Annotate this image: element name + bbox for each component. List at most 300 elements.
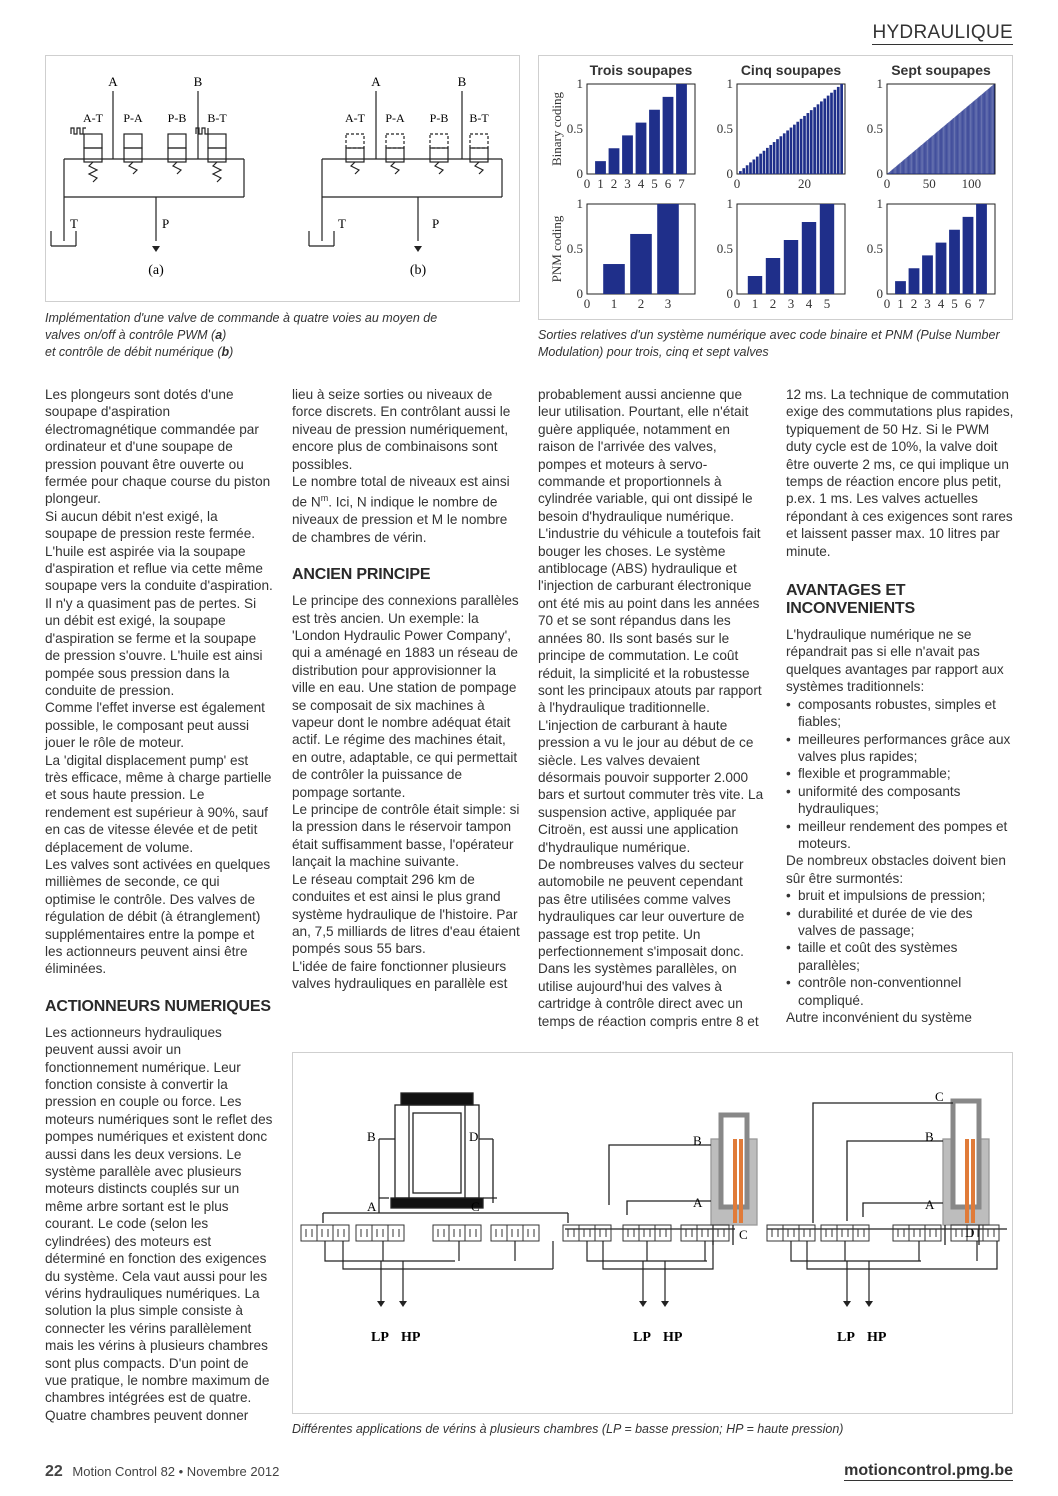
chart-bar bbox=[925, 141, 926, 174]
chart-x-tick: 1 bbox=[897, 296, 904, 311]
panel3-label-A: A bbox=[925, 1197, 935, 1212]
col1-paragraph-5: La 'digital displacement pump' est très efficace, même à charge partielle et sous haute pression. Le rendement est supérieur à 90%, sauf en cas de vitesse élevée et de petit déplacement de volume. bbox=[45, 752, 272, 855]
chart-bar bbox=[974, 101, 975, 174]
chart-bar bbox=[951, 120, 952, 174]
chart-y-tick: 1 bbox=[876, 196, 883, 211]
chart-bar bbox=[923, 144, 924, 174]
chart-bar bbox=[892, 170, 893, 174]
chart-y-tick: 0 bbox=[726, 286, 733, 301]
chart-bar bbox=[739, 171, 742, 174]
chart-bar bbox=[759, 154, 762, 174]
panel3-label-HP: HP bbox=[867, 1330, 887, 1345]
chart-bar bbox=[663, 97, 674, 174]
chart-bar bbox=[948, 122, 949, 174]
figure2-caption-line2: Modulation) pour trois, cinq et sept valves bbox=[538, 345, 769, 359]
chart-bar bbox=[963, 217, 974, 294]
chart-bar bbox=[813, 107, 816, 174]
chart-bar bbox=[920, 146, 921, 174]
chart-bar bbox=[963, 110, 964, 174]
chart-bar bbox=[753, 159, 756, 174]
chart-y-tick: 0.5 bbox=[866, 121, 883, 136]
website-link[interactable]: motioncontrol.pmg.be bbox=[844, 1462, 1013, 1479]
section-label: HYDRAULIQUE bbox=[872, 22, 1013, 43]
schematic-a-label-P: P bbox=[162, 216, 170, 231]
chart-bar bbox=[928, 139, 929, 174]
chart-y-tick: 0 bbox=[576, 286, 583, 301]
page-number: 22 bbox=[45, 1463, 63, 1480]
chart-bar bbox=[974, 100, 975, 174]
chart-bar bbox=[746, 165, 749, 174]
chart-x-tick: 6 bbox=[964, 296, 972, 311]
chart-bar bbox=[913, 152, 914, 174]
col4-paragraph-2: L'hydraulique numérique ne se répandrait pas si elle n'avait pas quelques avantages par rapport aux systèmes traditionnels: bbox=[786, 627, 1004, 695]
chart-bar bbox=[988, 89, 989, 174]
chart-bar bbox=[993, 85, 994, 174]
chart-y-tick: 0 bbox=[876, 166, 883, 181]
figure1-caption-line2: valves on/off à contrôle PWM (a) bbox=[45, 328, 227, 342]
chart-bar bbox=[975, 100, 976, 174]
chart-x-tick: 4 bbox=[805, 296, 813, 311]
panel2-label-B: B bbox=[693, 1133, 702, 1148]
chart-bar bbox=[919, 147, 920, 174]
chart-bar bbox=[889, 172, 890, 174]
panel3-label-D: D bbox=[965, 1225, 975, 1240]
chart-bar bbox=[909, 268, 920, 294]
chart-bar bbox=[636, 123, 647, 174]
chart-bar bbox=[942, 127, 943, 174]
col2-paragraph-2: Le nombre total de niveaux est ainsi de $N^m$. Ici, N indique le nombre de niveaux de pression et M le nombre de chambres de vérin. bbox=[292, 474, 510, 545]
schematic-b-valve-AT: A-T bbox=[345, 111, 365, 125]
chart-bar bbox=[958, 114, 959, 174]
chart-bar bbox=[970, 104, 971, 174]
figure1-caption bbox=[45, 310, 525, 361]
chart-bar bbox=[916, 149, 917, 174]
col4-advantages-list bbox=[786, 696, 1014, 853]
chart-bar bbox=[890, 171, 891, 174]
chart-bar bbox=[980, 95, 981, 174]
chart-bar bbox=[952, 119, 953, 174]
panel3-label-B: B bbox=[925, 1129, 934, 1144]
chart-bar bbox=[987, 90, 988, 174]
chart-bar bbox=[981, 95, 982, 174]
chart-bar bbox=[950, 121, 951, 174]
col4-paragraph-3: De nombreux obstacles doivent bien sûr être surmontés: bbox=[786, 853, 1006, 886]
chart-bar bbox=[897, 165, 898, 174]
chart-x-tick: 1 bbox=[597, 176, 604, 191]
chart-bar bbox=[990, 88, 991, 174]
schematic-b-label-T: T bbox=[338, 216, 346, 231]
chart-x-tick: 0 bbox=[883, 296, 891, 311]
chart-bar bbox=[926, 141, 927, 174]
chart-bar bbox=[748, 276, 762, 294]
chart-bar bbox=[803, 116, 806, 174]
chart-x-tick: 1 bbox=[751, 296, 759, 311]
chart-bar bbox=[769, 145, 772, 174]
chart-bar bbox=[609, 148, 620, 174]
panel1-label-A: A bbox=[367, 1199, 377, 1214]
chart-x-tick: 0 bbox=[583, 296, 591, 311]
chart-y-tick: 1 bbox=[726, 196, 733, 211]
schematic-b-label-P: P bbox=[432, 216, 440, 231]
chart-bar bbox=[976, 99, 977, 174]
chart-bar bbox=[954, 117, 955, 174]
chart-bar bbox=[834, 90, 837, 174]
chart-bar bbox=[823, 99, 826, 174]
chart-bar bbox=[896, 166, 897, 174]
chart-bar bbox=[952, 119, 953, 174]
chart-y-tick: 0 bbox=[726, 166, 733, 181]
chart-bar bbox=[776, 139, 779, 174]
chart-x-tick: 5 bbox=[823, 296, 831, 311]
chart-bar bbox=[953, 118, 954, 174]
chart-bar bbox=[910, 154, 911, 174]
chart-bar bbox=[960, 112, 961, 174]
chart-x-tick: 3 bbox=[924, 296, 931, 311]
chart-y-tick: 0.5 bbox=[566, 241, 583, 256]
cylinder-panel-3 bbox=[767, 1101, 1007, 1245]
chart-bar bbox=[898, 165, 899, 174]
figure-coding-charts bbox=[538, 55, 1013, 320]
chart-bar bbox=[977, 98, 978, 174]
chart-panel bbox=[567, 76, 695, 191]
list-item: • uniformité des composants hydrauliques; bbox=[786, 783, 1014, 818]
chart-bar bbox=[973, 102, 974, 174]
chart-bar bbox=[676, 84, 687, 174]
panel2-label-LP: LP bbox=[633, 1330, 651, 1345]
chart-bar bbox=[840, 84, 843, 174]
chart-bar bbox=[961, 112, 962, 174]
chart-bar bbox=[908, 156, 909, 174]
chart-x-tick: 2 bbox=[910, 296, 918, 311]
col3-paragraph-1: probablement aussi ancienne que leur utilisation. Pourtant, elle n'était guère appliquée, notamment en raison de l'arrivée des valves, pompes et moteurs à servo-commande et proportionnels à cylindrée variable, qui ont dissipé le besoin d'hydraulique numérique. bbox=[538, 387, 753, 524]
chart-bar bbox=[965, 108, 966, 174]
chart-bar bbox=[900, 163, 901, 174]
chart-x-tick: 3 bbox=[664, 296, 672, 311]
chart-bar bbox=[982, 94, 983, 174]
chart-x-tick: 5 bbox=[651, 176, 658, 191]
chart-y-tick: 0.5 bbox=[716, 241, 733, 256]
chart-bar bbox=[893, 169, 894, 174]
col1-paragraph-4: Comme l'effet inverse est également possible, le composant peut aussi jouer le rôle de moteur. bbox=[45, 700, 265, 751]
chart-bar bbox=[763, 151, 766, 174]
chart-bar bbox=[766, 148, 769, 174]
chart-y-tick: 1 bbox=[876, 76, 883, 91]
chart-x-tick: 0 bbox=[583, 176, 591, 191]
col3-paragraph-3: L'injection de carburant à haute pression a vu le jour au début de ce siècle. Les valves devaient désormais pouvoir supporter 2.000 bars et surtout commuter très vite. La suspension active, appliquée par Citroën, est aussi une application d'hydraulique numérique. bbox=[538, 717, 764, 855]
list-item: • meilleur rendement des pompes et moteurs. bbox=[786, 818, 1014, 853]
chart-bar bbox=[976, 204, 987, 294]
chart-bar bbox=[927, 140, 928, 174]
figure2-caption-line1: Sorties relatives d'un système numérique avec code binaire et PNM (Pulse Number bbox=[538, 328, 1000, 342]
figure2-caption bbox=[538, 327, 1013, 361]
panel1-label-LP: LP bbox=[371, 1330, 389, 1345]
schematic-a-valve-PA: P-A bbox=[123, 111, 143, 125]
chart-bar bbox=[820, 101, 823, 174]
chart-bar bbox=[895, 281, 906, 294]
figure1-caption-line3: et contrôle de débit numérique (b) bbox=[45, 345, 234, 359]
chart-bar bbox=[979, 97, 980, 174]
chart-bar bbox=[962, 111, 963, 174]
chart-bar bbox=[915, 150, 916, 174]
chart-x-tick: 50 bbox=[922, 176, 936, 191]
chart-bar bbox=[622, 135, 633, 174]
panel3-label-C: C bbox=[935, 1089, 944, 1104]
col1-paragraph-2: Si aucun débit n'est exigé, la soupape de pression reste fermée. L'huile est aspirée via la soupape d'aspiration et reflue via cette même soupape vers la conduite d'aspiration. bbox=[45, 508, 273, 594]
chart-bar bbox=[991, 86, 992, 174]
chart-bar bbox=[830, 93, 833, 174]
chart-x-tick: 0 bbox=[733, 176, 741, 191]
schematic-b-valve-PA: P-A bbox=[385, 111, 405, 125]
panel1-label-B: B bbox=[367, 1129, 376, 1144]
chart-bar bbox=[940, 129, 941, 174]
chart-bar bbox=[936, 133, 937, 174]
chart-bar bbox=[937, 131, 938, 174]
chart-bar bbox=[930, 138, 931, 174]
chart-bar bbox=[657, 204, 679, 294]
list-item: • flexible et programmable; bbox=[786, 765, 1014, 782]
chart-bar bbox=[915, 151, 916, 174]
chart-bar bbox=[649, 110, 660, 174]
chart-x-tick: 3 bbox=[624, 176, 631, 191]
list-item: • durabilité et durée de vie des valves de passage; bbox=[786, 905, 1014, 940]
chart-bar bbox=[956, 116, 957, 174]
chart-bar bbox=[912, 153, 913, 174]
chart-bar bbox=[907, 157, 908, 174]
chart-bar bbox=[985, 92, 986, 174]
chart-x-tick: 7 bbox=[678, 176, 685, 191]
chart-bar bbox=[895, 167, 896, 174]
chart-bar bbox=[929, 139, 930, 174]
chart-bar bbox=[756, 157, 759, 174]
column-3 bbox=[538, 386, 766, 1030]
chart-bar bbox=[964, 109, 965, 174]
chart-bar bbox=[773, 142, 776, 174]
chart-bar bbox=[947, 124, 948, 174]
chart-bar bbox=[793, 125, 796, 174]
chart-bar bbox=[780, 136, 783, 174]
panel2-label-C: C bbox=[739, 1227, 748, 1242]
chart-bar bbox=[906, 158, 907, 174]
chart-x-tick: 2 bbox=[610, 176, 618, 191]
col2-heading-ancien-principe: ANCIEN PRINCIPE bbox=[292, 566, 431, 584]
figure1-caption-line1: Implémentation d'une valve de commande à quatre voies au moyen de bbox=[45, 311, 438, 325]
chart-bar bbox=[931, 137, 932, 174]
chart-y-tick: 0 bbox=[876, 286, 883, 301]
chart-bar bbox=[810, 110, 813, 174]
chart-bar bbox=[904, 160, 905, 174]
chart-row-label: Binary coding bbox=[549, 91, 564, 167]
chart-bar bbox=[938, 131, 939, 174]
chart-x-tick: 2 bbox=[769, 296, 777, 311]
chart-bar bbox=[742, 168, 745, 174]
chart-bar bbox=[837, 87, 840, 174]
col4-obstacles-list bbox=[786, 887, 1014, 1009]
chart-bar bbox=[796, 122, 799, 174]
chart-bar bbox=[914, 151, 915, 174]
chart-x-tick: 6 bbox=[664, 176, 672, 191]
chart-bar bbox=[911, 153, 912, 174]
chart-bar bbox=[936, 243, 947, 294]
chart-bar bbox=[630, 234, 652, 294]
chart-x-tick: 4 bbox=[937, 296, 945, 311]
chart-bar bbox=[958, 114, 959, 174]
panel1-label-C: C bbox=[471, 1199, 480, 1214]
panel2-label-HP: HP bbox=[663, 1330, 683, 1345]
chart-bar bbox=[989, 88, 990, 174]
chart-bar bbox=[894, 168, 895, 174]
col2-paragraph-1: lieu à seize sorties ou niveaux de force discrets. En contrôlant aussi le niveau de pression numériquement, encore plus de combinaisons sont possibles. bbox=[292, 387, 511, 472]
chart-x-tick: 3 bbox=[787, 296, 795, 311]
chart-bar bbox=[990, 87, 991, 174]
chart-bar bbox=[971, 103, 972, 174]
chart-bar bbox=[903, 161, 904, 174]
chart-bar bbox=[963, 110, 964, 174]
col2-paragraph-4: Le principe de contrôle était simple: si la pression dans le réservoir tampon était suffisamment basse, l'opérateur lançait la machine suivante. bbox=[292, 802, 520, 870]
schematic-b-label-B: B bbox=[457, 74, 467, 89]
chart-bar bbox=[603, 264, 625, 294]
chart-x-tick: 100 bbox=[961, 176, 982, 191]
column-1 bbox=[45, 386, 273, 1424]
chart-bar bbox=[820, 204, 834, 294]
chart-bar bbox=[922, 144, 923, 174]
chart-bar bbox=[800, 119, 803, 174]
list-item: • contrôle non-conventionnel compliqué. bbox=[786, 974, 1014, 1009]
chart-x-tick: 4 bbox=[637, 176, 645, 191]
chart-bar bbox=[893, 168, 894, 174]
chart-bar bbox=[783, 133, 786, 174]
chart-bar bbox=[955, 117, 956, 174]
chart-bar bbox=[932, 136, 933, 174]
figure-multichamber-cylinders bbox=[292, 1052, 1013, 1414]
chart-bar bbox=[933, 135, 934, 174]
coding-charts-svg bbox=[539, 56, 1014, 321]
list-item: • bruit et impulsions de pression; bbox=[786, 887, 1014, 904]
schematic-b-label-A: A bbox=[371, 74, 381, 89]
chart-y-tick: 1 bbox=[576, 76, 583, 91]
chart-bar bbox=[935, 134, 936, 174]
schematic-a-label-A: A bbox=[108, 74, 118, 89]
list-item: • meilleures performances grâce aux valves plus rapides; bbox=[786, 731, 1014, 766]
col1-paragraph-1: Les plongeurs sont dotés d'une soupape d'aspiration électromagnétique commandée par ordinateur et d'une soupape de pression pouvant être ouverte ou fermée pour chaque course du piston plongeur. bbox=[45, 387, 271, 507]
figure3-caption: Différentes applications de vérins à plusieurs chambres (LP = basse pression; HP = haute pression) bbox=[292, 1422, 844, 1436]
chart-bar bbox=[899, 163, 900, 174]
chart-bar bbox=[943, 127, 944, 174]
schematic-b-sublabel: (b) bbox=[409, 263, 427, 278]
chart-column-title: Cinq soupapes bbox=[740, 62, 842, 78]
chart-bar bbox=[969, 105, 970, 174]
chart-y-tick: 0.5 bbox=[716, 121, 733, 136]
list-item: • taille et coût des systèmes parallèles; bbox=[786, 939, 1014, 974]
col2-paragraph-5: Le réseau comptait 296 km de conduites et est ainsi le plus grand système hydraulique de l'histoire. Par an, 7,5 milliards de litres d'eau étaient pompés sous 55 bars. bbox=[292, 871, 520, 957]
chart-y-tick: 0.5 bbox=[566, 121, 583, 136]
chart-bar bbox=[891, 170, 892, 174]
chart-bar bbox=[924, 143, 925, 174]
schematic-a-sublabel: (a) bbox=[148, 263, 164, 278]
chart-y-tick: 1 bbox=[726, 76, 733, 91]
chart-y-tick: 0.5 bbox=[866, 241, 883, 256]
chart-row-label: PNM coding bbox=[549, 215, 564, 283]
chart-bar bbox=[945, 125, 946, 174]
chart-bar bbox=[972, 102, 973, 174]
chart-bar bbox=[909, 155, 910, 174]
schematic-a-label-B: B bbox=[193, 74, 203, 89]
col3-paragraph-2: L'industrie du véhicule a toutefois fait bouger les choses. Le système antiblocage (ABS) hydraulique et l'injection de carburant électronique ont été mis au point dans les années 70 et se sont répandus dans les années 80. Ils sont basés sur le principe de commutation. Le coût réduit, la simplicité et la robustesse sont les principaux atouts par rapport à l'hydraulique traditionnelle. bbox=[538, 526, 762, 716]
col4-paragraph-1: 12 ms. La technique de commutation exige des commutations plus rapides, typiquement de 50 Hz. Si le PWM duty cycle est de 10%, la valve doit être ouverte 2 ms, ce qui implique un temps de réaction encore plus petit, p.ex. 1 ms. Les valves actuelles répondant à ces exigences sont rares et laissent passer max. 10 litres par minute. bbox=[786, 387, 1014, 559]
figure-valve-schematic bbox=[45, 55, 520, 302]
chart-x-tick: 2 bbox=[637, 296, 645, 311]
panel1-label-HP: HP bbox=[401, 1330, 421, 1345]
schematic-a-valve-BT: B-T bbox=[207, 111, 227, 125]
chart-bar bbox=[904, 159, 905, 174]
column-2 bbox=[292, 386, 520, 993]
chart-bar bbox=[909, 156, 910, 174]
chart-panel bbox=[717, 196, 845, 311]
chart-bar bbox=[966, 107, 967, 174]
col2-paragraph-3: Le principe des connexions parallèles est très ancien. Un exemple: la 'London Hydraulic Power Company', qui a aménagé en 1883 un réseau de distribution pour approvisionner la ville en eau. Une station de pompage se composait de six machines à vapeur dont le nombre adéquat était actif. Le régime des machines était, en outre, adaptable, ce qui permettait de contrôler la puissance de pompage sortante. bbox=[292, 593, 519, 800]
valve-schematic-svg bbox=[46, 56, 521, 303]
chart-bar bbox=[790, 128, 793, 174]
schematic-b-valve-BT: B-T bbox=[469, 111, 489, 125]
chart-y-tick: 1 bbox=[576, 196, 583, 211]
chart-x-tick: 20 bbox=[798, 176, 811, 191]
list-item: • composants robustes, simples et fiables; bbox=[786, 696, 1014, 731]
chart-bar bbox=[978, 97, 979, 174]
schematic-a-valve-PB: P-B bbox=[167, 111, 187, 125]
page-footer bbox=[45, 1463, 279, 1481]
chart-bar bbox=[888, 173, 889, 174]
chart-bar bbox=[918, 148, 919, 174]
chart-bar bbox=[985, 91, 986, 174]
chart-x-tick: 1 bbox=[610, 296, 618, 311]
chart-bar bbox=[902, 161, 903, 174]
chart-bar bbox=[898, 164, 899, 174]
chart-bar bbox=[917, 148, 918, 174]
chart-bar bbox=[817, 104, 820, 174]
col1-heading-actionneurs: ACTIONNEURS NUMERIQUES bbox=[45, 997, 271, 1015]
chart-bar bbox=[920, 146, 921, 174]
chart-bar bbox=[888, 173, 889, 174]
schematic-b-valve-PB: P-B bbox=[429, 111, 449, 125]
panel2-label-A: A bbox=[693, 1195, 703, 1210]
chart-y-tick: 0 bbox=[576, 166, 583, 181]
chart-panel bbox=[867, 76, 995, 191]
chart-bar bbox=[946, 124, 947, 174]
col1-paragraph-3: Il n'y a quasiment pas de pertes. Si un débit est exigé, la soupape d'aspiration se ferme et la soupape de pression s'ouvre. L'huile est ainsi pompée sous pression dans la conduite de pression. bbox=[45, 595, 263, 698]
chart-bar bbox=[984, 93, 985, 174]
chart-bar bbox=[827, 96, 830, 174]
chart-x-tick: 0 bbox=[733, 296, 741, 311]
chart-bar bbox=[944, 126, 945, 174]
chart-bar bbox=[967, 107, 968, 174]
chart-column-title: Trois soupapes bbox=[589, 62, 693, 78]
col3-paragraph-4: De nombreuses valves du secteur automobile ne peuvent cependant pas être utilisées comme valves hydrauliques car leur ouverture de passage est trop petite. Un perfectionnement s'imposait donc. Dans les systèmes parallèles, on utilise aujourd'hui des valves à cartridge à contrôle direct avec un temps de réaction compris entre 8 et bbox=[538, 856, 759, 1029]
schematic-a-label-T: T bbox=[70, 216, 78, 231]
chart-bar bbox=[807, 113, 810, 174]
chart-bar bbox=[968, 106, 969, 174]
chart-bar bbox=[921, 145, 922, 174]
panel3-label-LP: LP bbox=[837, 1330, 855, 1345]
chart-bar bbox=[802, 222, 816, 294]
chart-panel bbox=[717, 76, 845, 191]
chart-bar bbox=[994, 84, 995, 174]
chart-x-tick: 0 bbox=[883, 176, 891, 191]
col1-paragraph-6: Les valves sont activées en quelques millièmes de seconde, ce qui optimise le contrôle. Des valves de régulation de débit (à étranglement) supplémentaires entre la pompe et les actionneurs peuvent ainsi être éliminées. bbox=[45, 856, 271, 977]
chart-bar bbox=[766, 258, 780, 294]
chart-bar bbox=[936, 132, 937, 174]
chart-bar bbox=[749, 162, 752, 174]
chart-bar bbox=[784, 240, 798, 294]
publication-info: Motion Control 82 • Novembre 2012 bbox=[72, 1464, 280, 1479]
